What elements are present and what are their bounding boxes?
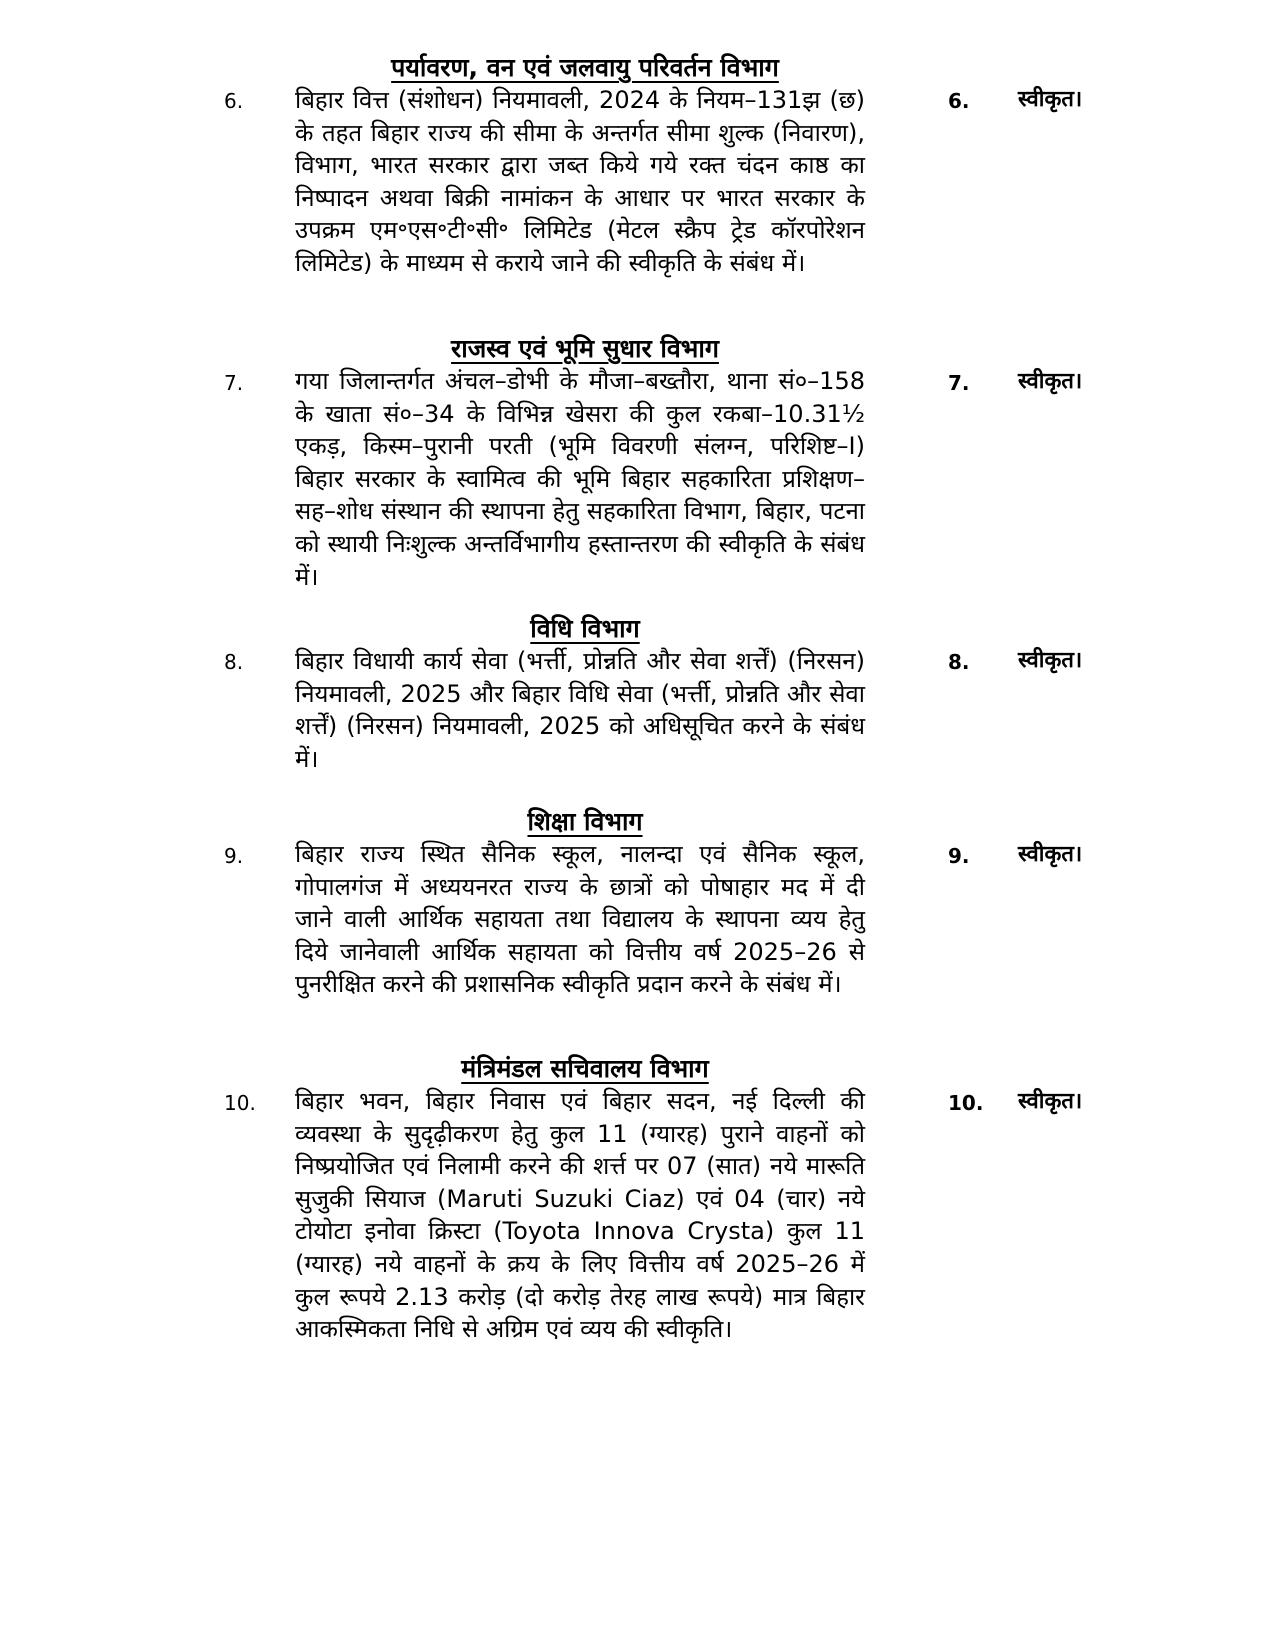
item-number: 10.: [224, 1091, 256, 1115]
department-heading-text: शिक्षा विभाग: [527, 807, 643, 836]
item-text: गया जिलान्तर्गत अंचल–डोभी के मौजा–बख्तौरा, थाना सं०–158 के खाता सं०–34 के विभिन्न खेसरा की कुल रकबा–10.31½ एकड़, किस्म–पुरानी परती (भूमि विवरणी संलग्न, परिशिष्ट–I) बिहार सरकार के स्वामित्व की भूमि बिहार सहकारिता प्रशिक्षण–सह–शोध संस्थान की स्थापना हेतु सहकारिता विभाग, बिहार, पटना को स्थायी निःशुल्क अन्तर्विभागीय हस्तान्तरण की स्वीकृति के संबंध में।: [295, 367, 865, 591]
item-text: बिहार वित्त (संशोधन) नियमावली, 2024 के नियम–131झ (छ) के तहत बिहार राज्य की सीमा के अन्तर्गत सीमा शुल्क (निवारण), विभाग, भारत सरकार द्वारा जब्त किये गये रक्त चंदन काष्ठ का निष्पादन अथवा बिक्री नामांकन के आधार पर भारत सरकार के उपक्रम एम॰एस॰टी॰सी॰ लिमिटेड (मेटल स्क्रैप ट्रेड कॉरपोरेशन लिमिटेड) के माध्यम से कराये जाने की स्वीकृति के संबंध में।: [295, 86, 865, 277]
department-heading-text: पर्यावरण, वन एवं जलवायु परिवर्तन विभाग: [391, 53, 779, 82]
decision-number: 9.: [948, 844, 970, 868]
decision-status: स्वीकृत।: [1018, 369, 1083, 394]
department-heading-text: मंत्रिमंडल सचिवालय विभाग: [461, 1054, 709, 1083]
decision-status: स्वीकृत।: [1018, 1089, 1083, 1114]
decision-status: स्वीकृत।: [1018, 648, 1083, 673]
item-text: बिहार राज्य स्थित सैनिक स्कूल, नालन्दा एवं सैनिक स्कूल, गोपालगंज में अध्ययनरत राज्य के छात्रों को पोषाहार मद में दी जाने वाली आर्थिक सहायता तथा विद्यालय के स्थापना व्यय हेतु दिये जानेवाली आर्थिक सहायता को वित्तीय वर्ष 2025–26 से पुनरीक्षित करने की प्रशासनिक स्वीकृति प्रदान करने के संबंध में।: [295, 840, 865, 999]
decision-number: 10.: [948, 1091, 984, 1115]
decision-number: 6.: [948, 89, 970, 113]
item-number: 7.: [224, 371, 244, 395]
department-heading: [295, 333, 875, 365]
department-heading: [295, 52, 875, 84]
item-text: बिहार विधायी कार्य सेवा (भर्त्ती, प्रोन्नति और सेवा शर्त्तें) (निरसन) नियमावली, 2025 और बिहार विधि सेवा (भर्त्ती, प्रोन्नति और सेवा शर्त्तें) (निरसन) नियमावली, 2025 को अधिसूचित करने के संबंध में।: [295, 647, 865, 773]
decision-status: स्वीकृत।: [1018, 87, 1083, 112]
department-heading-text: राजस्व एवं भूमि सुधार विभाग: [451, 334, 719, 363]
item-number: 9.: [224, 844, 244, 868]
item-text: बिहार भवन, बिहार निवास एवं बिहार सदन, नई दिल्ली की व्यवस्था के सुदृढ़ीकरण हेतु कुल 11 (ग्यारह) पुराने वाहनों को निष्प्रयोजित एवं निलामी करने की शर्त्त पर 07 (सात) नये मारूति सुजुकी सियाज (Maruti Suzuki Ciaz) एवं 04 (चार) नये टोयोटा इनोवा क्रिस्टा (Toyota Innova Crysta) कुल 11 (ग्यारह) नये वाहनों के क्रय के लिए वित्तीय वर्ष 2025–26 में कुल रूपये 2.13 करोड़ (दो करोड़ तेरह लाख रूपये) मात्र बिहार आकस्मिकता निधि से अग्रिम एवं व्यय की स्वीकृति।: [295, 1087, 865, 1344]
decision-number: 8.: [948, 650, 970, 674]
item-number: 6.: [224, 89, 244, 113]
item-number: 8.: [224, 650, 244, 674]
department-heading-text: विधि विभाग: [530, 614, 640, 643]
department-heading: [295, 1053, 875, 1085]
decision-status: स्वीकृत।: [1018, 842, 1083, 867]
department-heading: [295, 613, 875, 645]
department-heading: [295, 806, 875, 838]
decision-number: 7.: [948, 371, 970, 395]
